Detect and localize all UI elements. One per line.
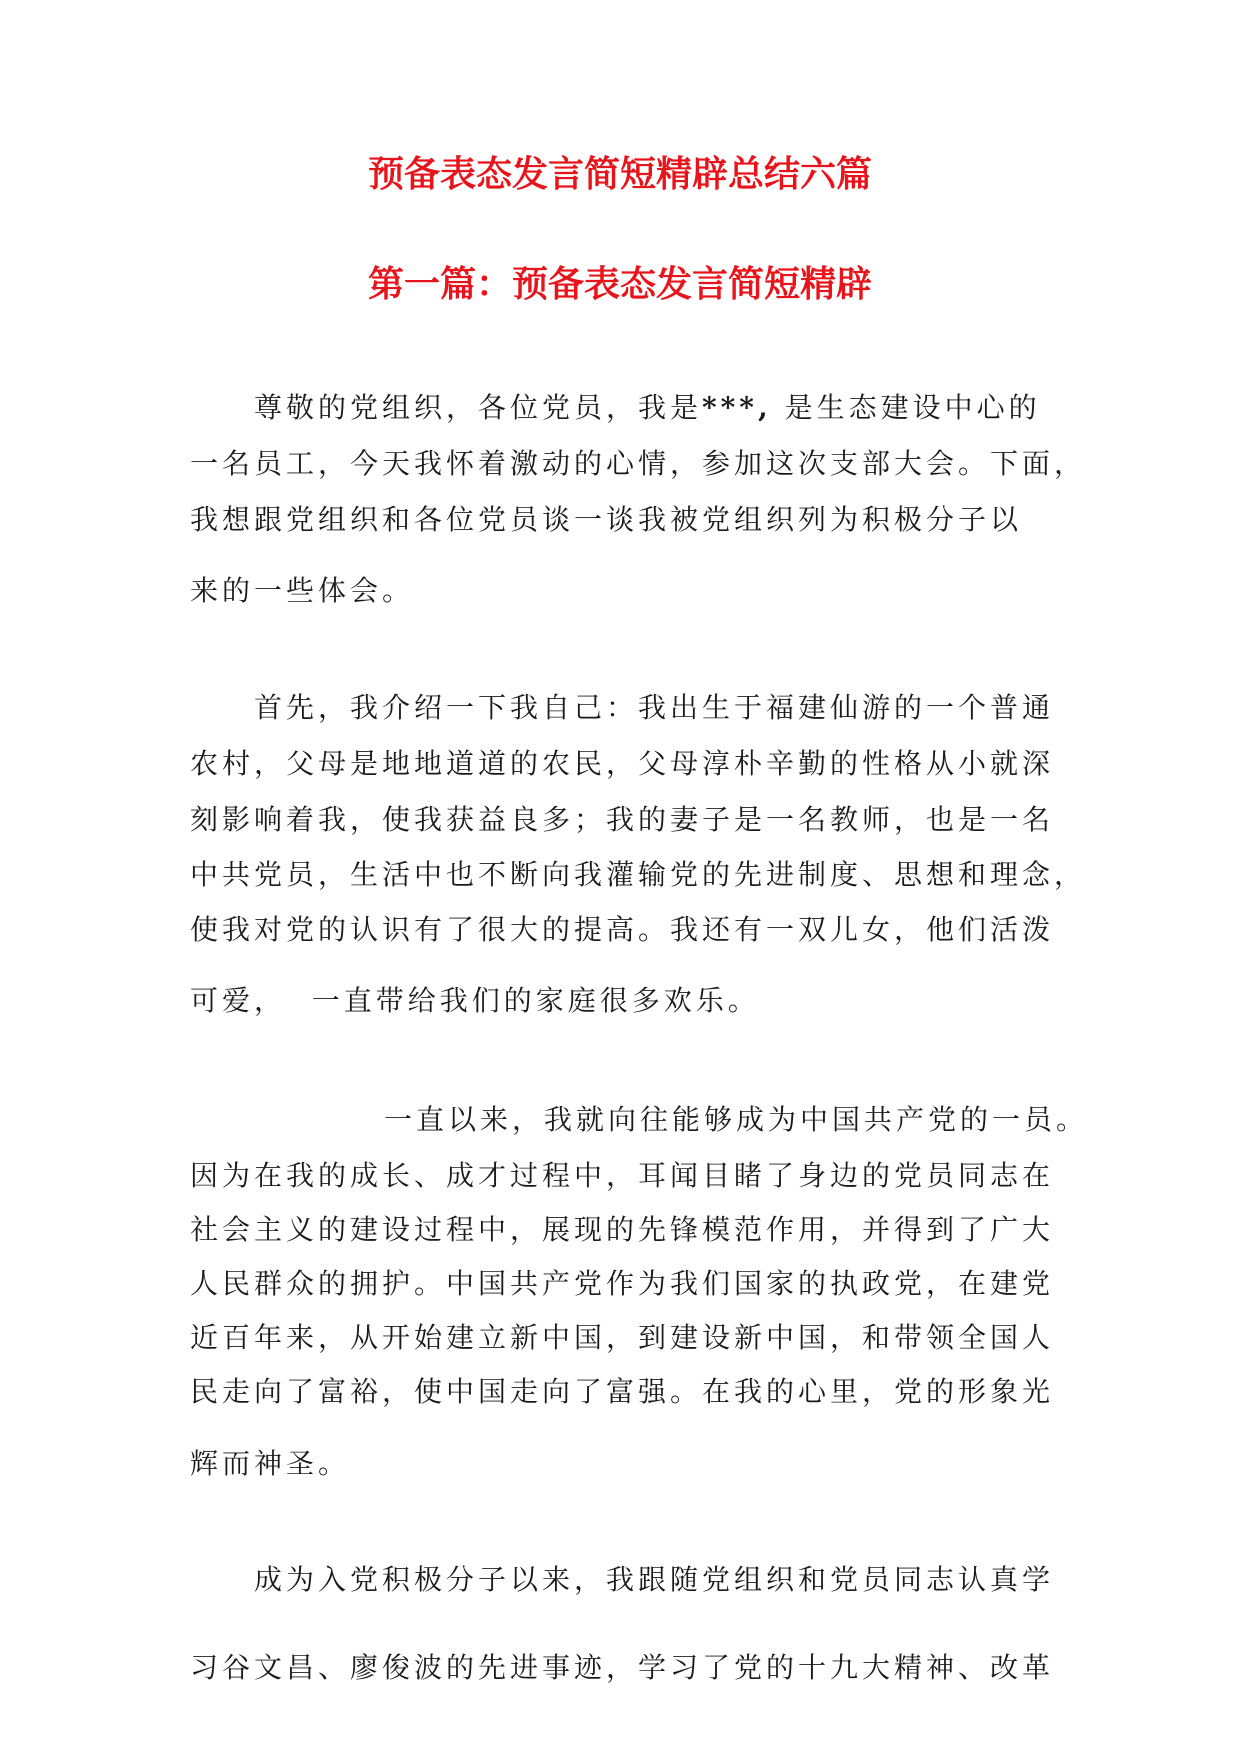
paragraph-1-line-3: 我想跟党组织和各位党员谈一谈我被党组织列为积极分子以 (190, 503, 1023, 536)
paragraph-2-line-5: 使我对党的认识有了很大的提高。我还有一双儿女，他们活泼 (190, 913, 1055, 946)
paragraph-3-line-6: 民走向了富裕，使中国走向了富强。在我的心里，党的形象光 (190, 1375, 1055, 1408)
paragraph-2-line-6: 可爱， 一直带给我们的家庭很多欢乐。 (190, 984, 760, 1017)
paragraph-3-line-2: 因为在我的成长、成才过程中，耳闻目睹了身边的党员同志在 (190, 1159, 1055, 1192)
paragraph-1-line-1 (254, 390, 1041, 426)
paragraph-1-line-2: 一名员工，今天我怀着激动的心情，参加这次支部大会。下面， (190, 447, 1087, 480)
paragraph-1-line-4: 来的一些体会。 (190, 574, 415, 607)
paragraph-1-line-1-rest: 是生态建设中心的 (784, 391, 1041, 424)
paragraph-2-line-2: 农村，父母是地地道道的农民，父母淳朴辛勤的性格从小就深 (190, 747, 1055, 780)
paragraph-3-line-4: 人民群众的拥护。中国共产党作为我们国家的执政党，在建党 (190, 1267, 1055, 1300)
paragraph-3-line-7: 辉而神圣。 (190, 1447, 351, 1480)
paragraph-3-line-5: 近百年来，从开始建立新中国，到建设新中国，和带领全国人 (190, 1321, 1055, 1354)
paragraph-4-line-2: 习谷文昌、廖俊波的先进事迹，学习了党的十九大精神、改革 (190, 1651, 1055, 1684)
redacted-name: ***, (702, 391, 772, 424)
paragraph-2-line-1: 首先，我介绍一下我自己：我出生于福建仙游的一个普通 (254, 691, 1055, 724)
document-title: 预备表态发言简短精辟总结六篇 (367, 153, 872, 195)
paragraph-4-line-1: 成为入党积极分子以来，我跟随党组织和党员同志认真学 (254, 1563, 1055, 1596)
paragraph-3-line-3: 社会主义的建设过程中，展现的先锋模范作用，并得到了广大 (190, 1213, 1055, 1246)
paragraph-2-line-4: 中共党员，生活中也不断向我灌输党的先进制度、思想和理念， (190, 858, 1087, 891)
paragraph-3-line-1: 一直以来，我就向往能够成为中国共产党的一员。 (384, 1103, 1089, 1136)
document-subtitle: 第一篇：预备表态发言简短精辟 (367, 263, 872, 305)
paragraph-2-line-3: 刻影响着我，使我获益良多；我的妻子是一名教师，也是一名 (190, 803, 1055, 836)
paragraph-1-line-1-text: 尊敬的党组织，各位党员，我是 (254, 391, 703, 424)
